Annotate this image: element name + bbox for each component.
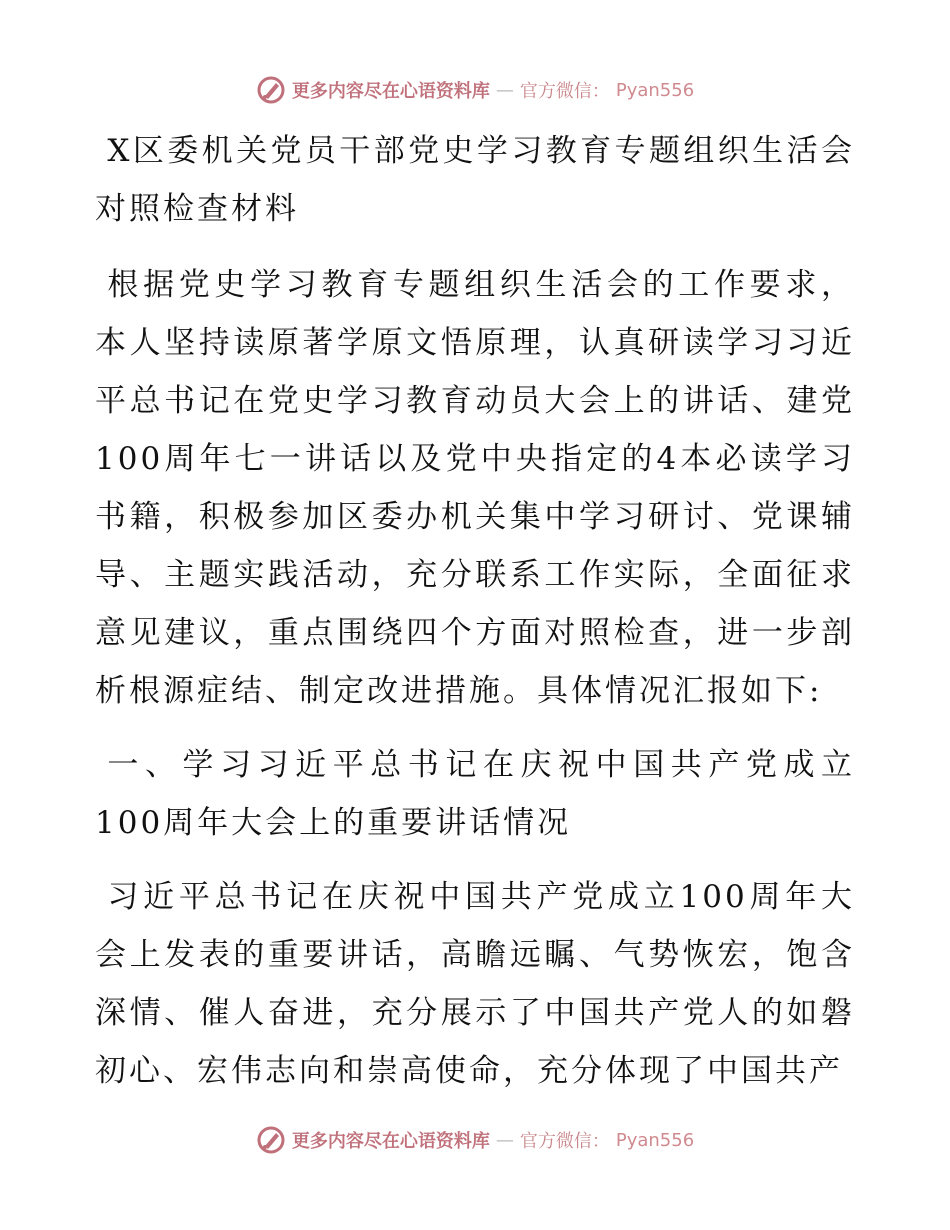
pen-logo-icon	[256, 75, 286, 105]
section-heading-1: 一、学习习近平总书记在庆祝中国共产党成立100周年大会上的重要讲话情况	[95, 747, 855, 841]
watermark-wechat-id: Pyan556	[615, 1129, 695, 1151]
paragraph-section-1: 习近平总书记在庆祝中国共产党成立100周年大会上发表的重要讲话，高瞻远瞩、气势恢宏，饱含深情、催人奋进，充分展示了中国共产党人的如磐初心、宏伟志向和崇高使命，充分体现了中国共产	[95, 879, 855, 1089]
watermark-brand: 更多内容尽在心语资料库	[291, 81, 490, 102]
watermark-wechat-id: Pyan556	[615, 79, 695, 101]
watermark-separator: —	[495, 79, 514, 101]
document-title: X区委机关党员干部党史学习教育专题组织生活会对照检查材料	[95, 133, 855, 227]
footer-watermark	[0, 1120, 950, 1160]
watermark-brand: 更多内容尽在心语资料库	[291, 1131, 490, 1152]
paragraph-intro: 根据党史学习教育专题组织生活会的工作要求，本人坚持读原著学原文悟原理，认真研读学习习近平总书记在党史学习教育动员大会上的讲话、建党100周年七一讲话以及党中央指定的4本必读学习书籍，积极参加区委办机关集中学习研讨、党课辅导、主题实践活动，充分联系工作实际，全面征求意见建议，重点围绕四个方面对照检查，进一步剖析根源症结、制定改进措施。具体情况汇报如下:	[95, 267, 855, 709]
watermark-separator: —	[495, 1129, 514, 1151]
header-watermark	[0, 70, 950, 110]
document-body	[95, 122, 855, 1116]
watermark-label: 官方微信：	[519, 1131, 610, 1152]
watermark-label: 官方微信：	[519, 81, 610, 102]
pen-logo-icon	[256, 1125, 286, 1155]
